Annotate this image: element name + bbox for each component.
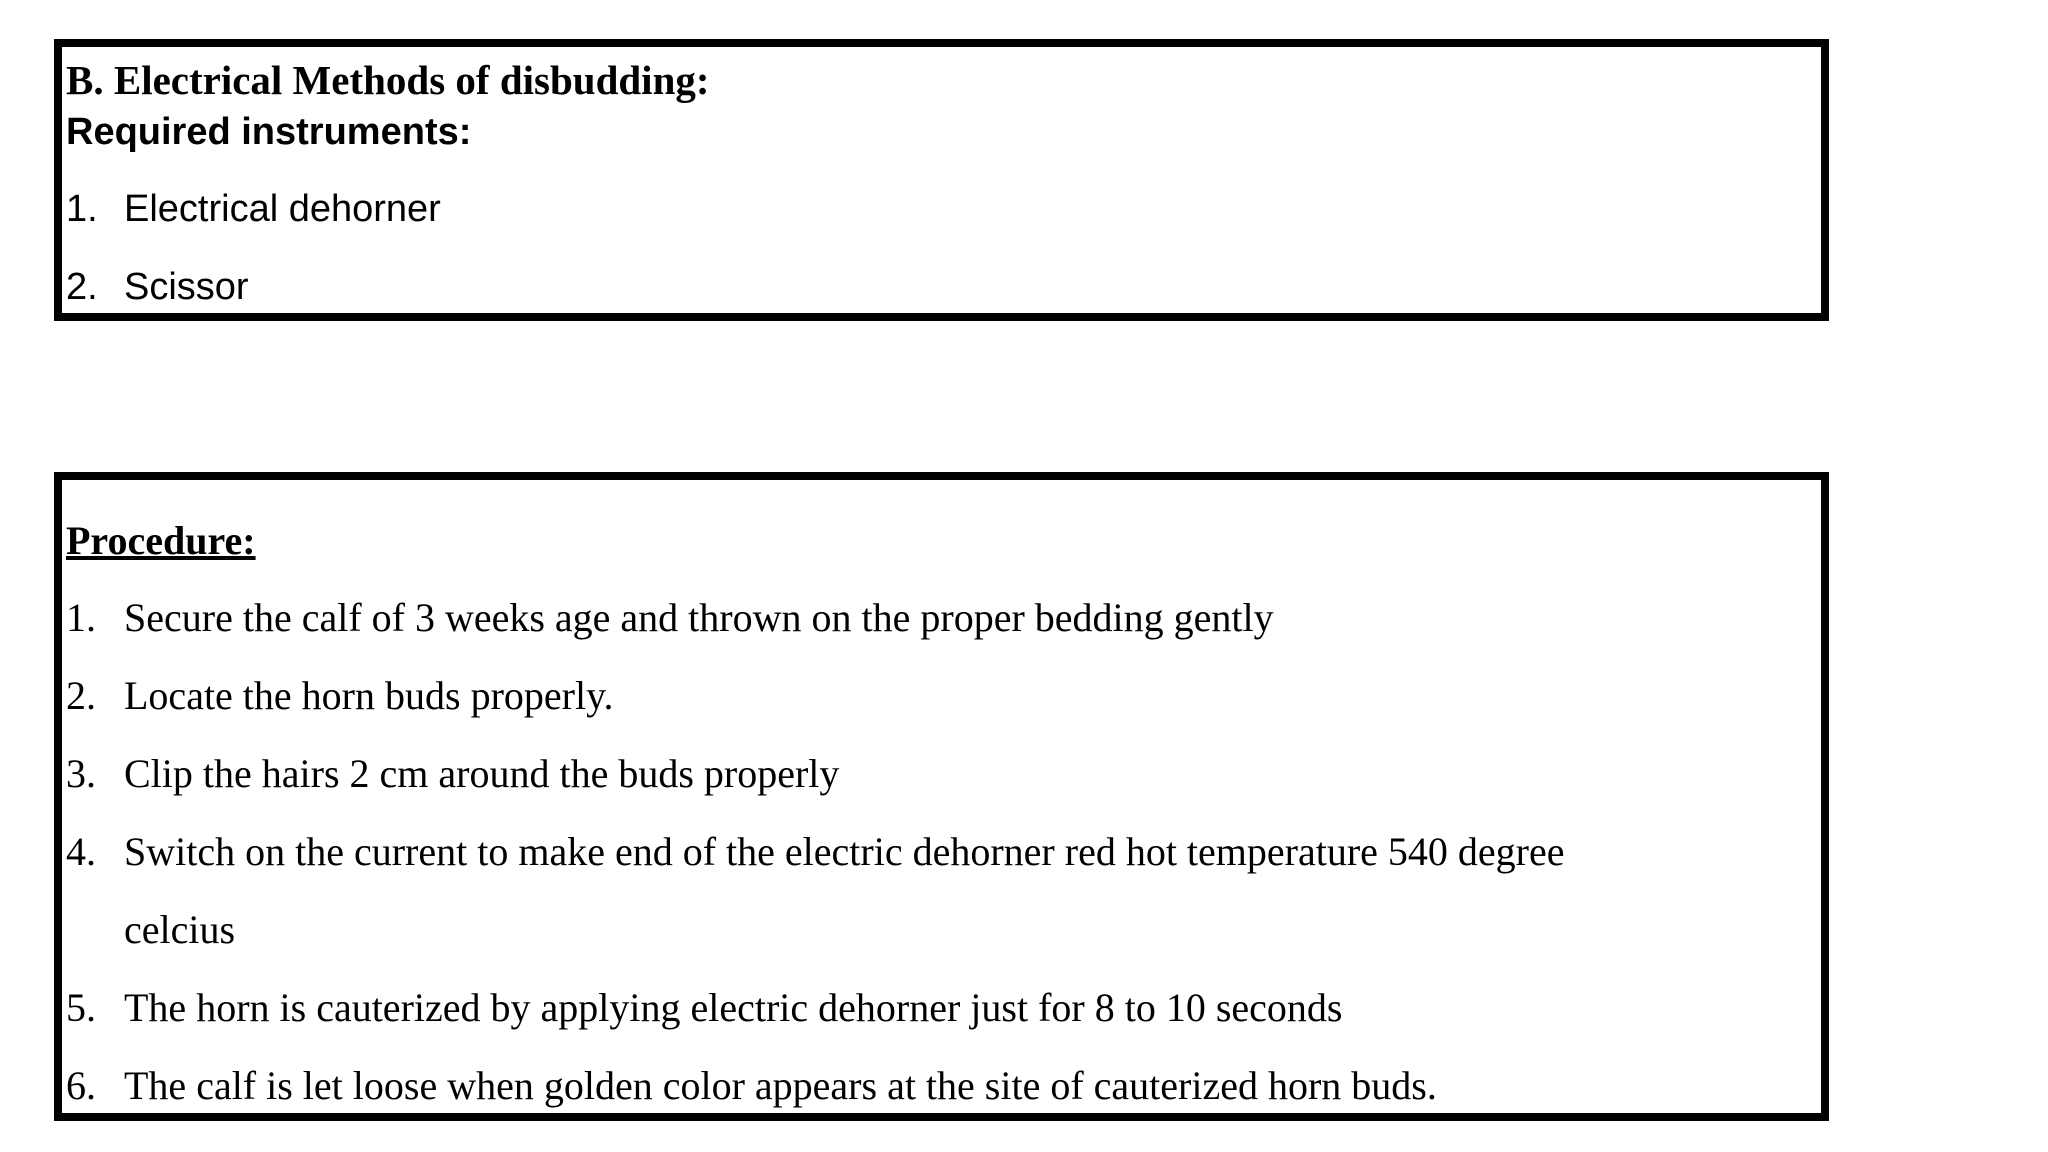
instruments-heading: Required instruments: [66,111,472,153]
step-text-continuation: celcius [124,907,236,952]
procedure-step [66,673,614,718]
instrument-text: Electrical dehorner [124,188,441,230]
step-number: 3. [66,751,96,796]
procedure-heading: Procedure: [66,518,256,563]
instrument-number: 2. [66,266,98,308]
step-text: Locate the horn buds properly. [124,673,614,718]
step-number: 6. [66,1063,96,1108]
section-title: B. Electrical Methods of disbudding: [66,57,710,103]
step-number: 4. [66,829,96,874]
instrument-item [66,190,441,228]
step-text: Switch on the current to make end of the electric dehorner red hot temperature 540 degree [124,829,1565,874]
procedure-step [66,595,1274,640]
procedure-step [66,829,1565,874]
instrument-item [66,268,249,306]
procedure-step [66,985,1343,1030]
step-text: The horn is cauterized by applying electric dehorner just for 8 to 10 seconds [124,985,1343,1030]
step-number: 1. [66,595,96,640]
step-number: 2. [66,673,96,718]
procedure-step [66,751,840,796]
procedure-step-continuation [66,907,236,952]
procedure-step [66,1063,1437,1108]
step-text: Clip the hairs 2 cm around the buds properly [124,751,840,796]
instrument-text: Scissor [124,266,249,308]
instrument-number: 1. [66,188,98,230]
step-text: The calf is let loose when golden color appears at the site of cauterized horn buds. [124,1063,1437,1108]
step-number: 5. [66,985,96,1030]
step-text: Secure the calf of 3 weeks age and thrown on the proper bedding gently [124,595,1274,640]
